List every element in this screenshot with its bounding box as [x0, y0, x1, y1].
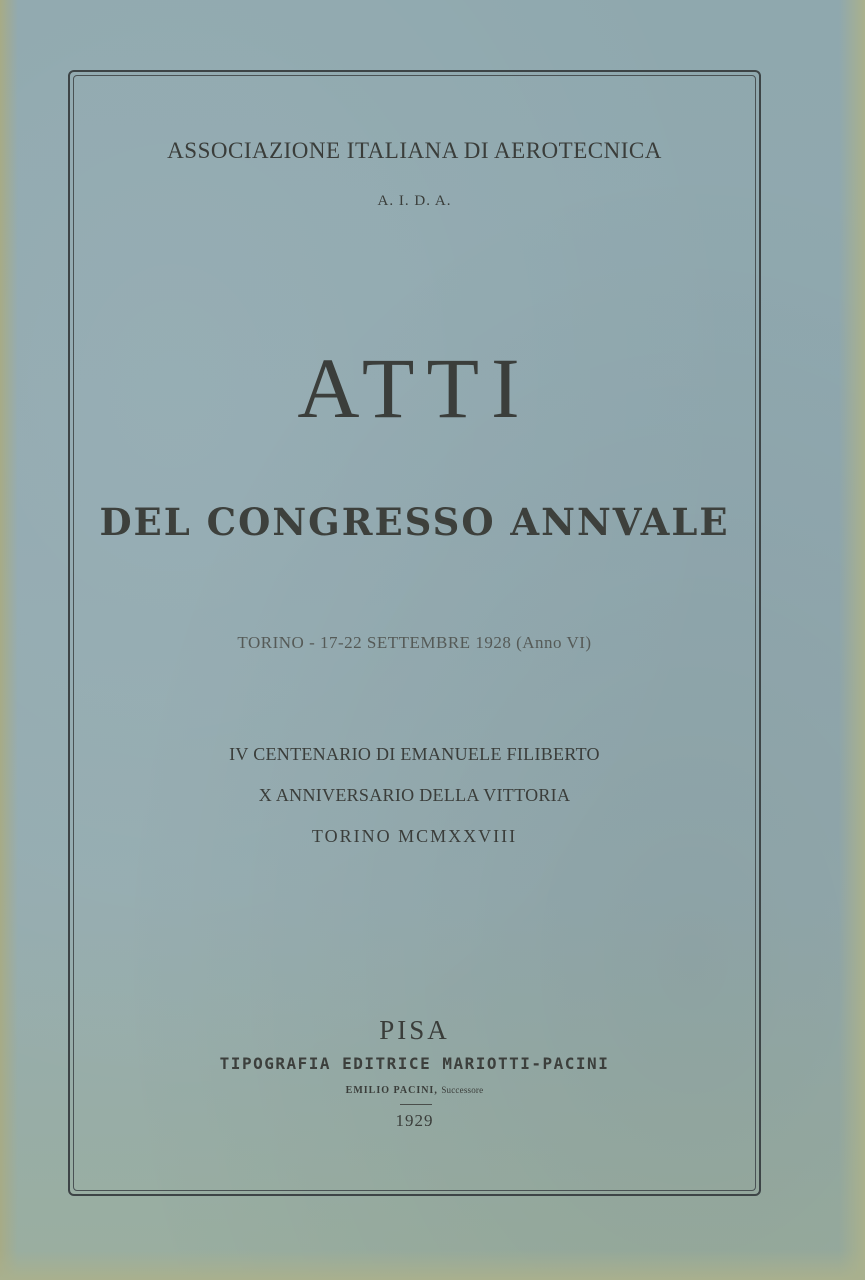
publisher-owner-name: EMILIO PACINI, — [345, 1085, 438, 1096]
commemoration-line: IV CENTENARIO DI EMANUELE FILIBERTO — [229, 744, 600, 764]
divider-rule — [400, 1104, 432, 1105]
cover-title: ATTI — [297, 340, 532, 436]
paper-edge-right — [839, 0, 865, 1280]
publisher-owner-role: Successore — [441, 1085, 484, 1095]
paper-edge-bottom — [0, 1250, 865, 1280]
association-name: ASSOCIAZIONE ITALIANA DI AEROTECNICA — [167, 138, 662, 163]
commemoration-line: X ANNIVERSARIO DELLA VITTORIA — [258, 785, 571, 805]
association-acronym: A. I. D. A. — [377, 193, 452, 209]
publication-year: 1929 — [395, 1111, 434, 1130]
publisher-owner — [73, 1085, 756, 1096]
paper-edge-left — [0, 0, 18, 1280]
publisher-name: TIPOGRAFIA EDITRICE MARIOTTI-PACINI — [219, 1054, 610, 1073]
cover-subtitle: DEL CONGRESSO ANNVALE — [99, 500, 730, 544]
congress-place-date: TORINO - 17-22 SETTEMBRE 1928 (Anno VI) — [237, 633, 592, 652]
publisher-city: PISA — [379, 1015, 450, 1045]
commemoration-line: TORINO MCMXXVIII — [311, 826, 518, 846]
